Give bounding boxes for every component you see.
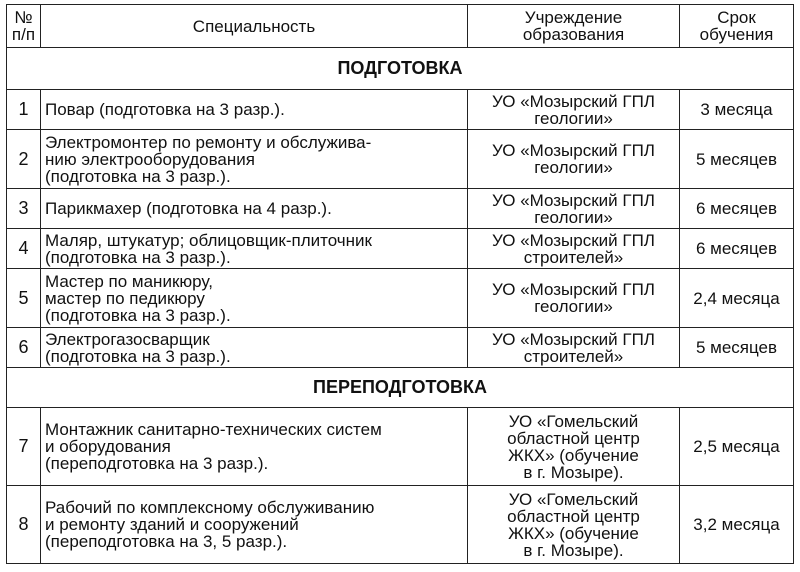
- table-row: [7, 189, 794, 229]
- row-institution: УО «Мозырский ГПЛ геологии»: [468, 130, 680, 189]
- training-table: [6, 4, 794, 564]
- row-duration: 3 месяца: [680, 90, 794, 130]
- section-title-training: ПОДГОТОВКА: [7, 48, 794, 90]
- row-duration: 3,2 месяца: [680, 486, 794, 564]
- row-specialty: Повар (подготовка на 3 разр.).: [41, 90, 468, 130]
- row-num: 7: [7, 408, 41, 486]
- table-row: [7, 408, 794, 486]
- table-row: [7, 229, 794, 269]
- row-institution: УО «Гомельский областной центр ЖКХ» (обучение в г. Мозыре).: [468, 486, 680, 564]
- row-num: 4: [7, 229, 41, 269]
- table-row: [7, 90, 794, 130]
- row-num: 3: [7, 189, 41, 229]
- section-row-retraining: [7, 368, 794, 408]
- row-specialty: Монтажник санитарно-технических систем и оборудования (переподготовка на 3 разр.).: [41, 408, 468, 486]
- row-institution: УО «Гомельский областной центр ЖКХ» (обучение в г. Мозыре).: [468, 408, 680, 486]
- row-specialty: Маляр, штукатур; облицовщик-плиточник (подготовка на 3 разр.).: [41, 229, 468, 269]
- header-specialty: Специальность: [41, 5, 468, 48]
- row-specialty: Электрогазосварщик (подготовка на 3 разр.).: [41, 328, 468, 368]
- section-row-training: [7, 48, 794, 90]
- row-duration: 5 месяцев: [680, 328, 794, 368]
- row-institution: УО «Мозырский ГПЛ геологии»: [468, 269, 680, 328]
- row-duration: 6 месяцев: [680, 229, 794, 269]
- row-institution: УО «Мозырский ГПЛ геологии»: [468, 189, 680, 229]
- row-num: 6: [7, 328, 41, 368]
- row-institution: УО «Мозырский ГПЛ геологии»: [468, 90, 680, 130]
- row-duration: 2,5 месяца: [680, 408, 794, 486]
- row-specialty: Мастер по маникюру, мастер по педикюру (подготовка на 3 разр.).: [41, 269, 468, 328]
- row-specialty: Рабочий по комплексному обслуживанию и ремонту зданий и сооружений (переподготовка на 3, 5 разр.).: [41, 486, 468, 564]
- header-duration: Срок обучения: [680, 5, 794, 48]
- row-duration: 5 месяцев: [680, 130, 794, 189]
- section-title-retraining: ПЕРЕПОДГОТОВКА: [7, 368, 794, 408]
- table-row: [7, 328, 794, 368]
- row-num: 2: [7, 130, 41, 189]
- row-institution: УО «Мозырский ГПЛ строителей»: [468, 328, 680, 368]
- table-row: [7, 269, 794, 328]
- row-duration: 6 месяцев: [680, 189, 794, 229]
- table-row: [7, 486, 794, 564]
- header-num: № п/п: [7, 5, 41, 48]
- row-specialty: Электромонтер по ремонту и обслужива- нию электрооборудования (подготовка на 3 разр.).: [41, 130, 468, 189]
- row-specialty: Парикмахер (подготовка на 4 разр.).: [41, 189, 468, 229]
- row-num: 8: [7, 486, 41, 564]
- header-institution: Учреждение образования: [468, 5, 680, 48]
- row-duration: 2,4 месяца: [680, 269, 794, 328]
- row-num: 1: [7, 90, 41, 130]
- row-institution: УО «Мозырский ГПЛ строителей»: [468, 229, 680, 269]
- table-row: [7, 130, 794, 189]
- row-num: 5: [7, 269, 41, 328]
- table-header-row: [7, 5, 794, 48]
